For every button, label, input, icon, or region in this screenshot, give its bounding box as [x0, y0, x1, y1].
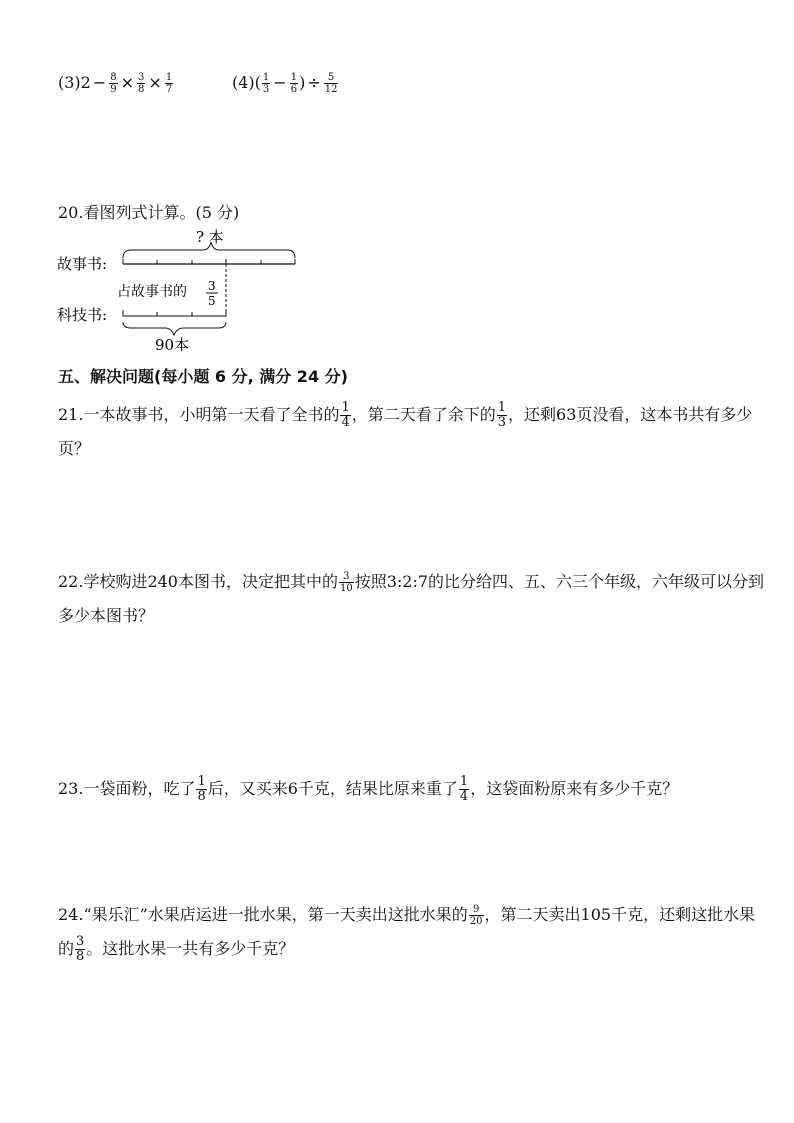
q20-line-diagram [55, 226, 315, 356]
fraction: $\frac{1}{8}$ [197, 774, 206, 804]
fraction: $\frac{8}{9}$ [110, 72, 117, 95]
fraction: $\frac{1}{4}$ [459, 774, 469, 804]
row-label-story: 故事书: [57, 255, 108, 273]
q20-title: 20.看图列式计算。(5 分) [58, 203, 240, 222]
fraction: $\frac{5}{12}$ [324, 72, 338, 95]
top-label: ? 本 [196, 228, 224, 246]
question-24: 24.“果乐汇”水果店运进一批水果，第一天卖出这批水果的 $\frac{9}{20}$ ，第二天卖出105千克，还剩这批水果的 $\frac{3}{8}$ 。这批水果一共有多少千克？ [58, 904, 756, 964]
fraction: $\frac{1}{3}$ [262, 72, 270, 95]
fraction: $\frac{3}{8}$ [76, 934, 85, 964]
ratio-text: 占故事书的 [117, 284, 187, 300]
question-22: 22.学校购进240本图书，决定把其中的 $\frac{3}{10}$ 按照3:2:7的比分给四、五、六三个年级，六年级可以分到多少本图书？ [58, 571, 765, 625]
fraction: $\frac{1}{7}$ [165, 72, 173, 95]
fraction: $\frac{1}{6}$ [290, 72, 298, 95]
fraction: $\frac{3}{8}$ [138, 72, 145, 95]
row-label-science: 科技书: [57, 306, 108, 324]
bottom-brace [123, 322, 226, 335]
p3-label: (3)2 [58, 73, 91, 92]
bottom-label: 90本 [155, 336, 190, 354]
fraction: $\frac{1}{4}$ [341, 400, 350, 430]
question-23: 23.一袋面粉，吃了 $\frac{1}{8}$ 后，又买来6千克，结果比原来重了 $\frac{1}{4}$ ，这袋面粉原来有多少千克？ [58, 774, 679, 804]
ratio-denominator: 5 [208, 294, 216, 308]
calc-problem-3: (3)2 − $\frac{8}{9}$ × $\frac{3}{8}$ × $\frac{1}{7}$ [58, 72, 173, 95]
p4-label: (4)( [232, 73, 261, 92]
section-heading: 五、解决问题(每小题 6 分, 满分 24 分) [58, 367, 348, 386]
calc-problem-4: (4)( $\frac{1}{3}$ − $\frac{1}{6}$ ) ÷ $\frac{5}{12}$ [232, 72, 338, 95]
fraction: $\frac{9}{20}$ [469, 904, 483, 927]
fraction: $\frac{3}{10}$ [340, 571, 353, 594]
question-21: 21.一本故事书，小明第一天看了全书的 $\frac{1}{4}$ ，第二天看了余下的 $\frac{1}{3}$ ，还剩63页没看，这本书共有多少页？ [58, 400, 753, 458]
science-bar [123, 310, 226, 316]
p4-close-paren: ) [299, 73, 306, 92]
fraction: $\frac{1}{3}$ [497, 400, 507, 430]
ratio-numerator: 3 [208, 279, 216, 293]
